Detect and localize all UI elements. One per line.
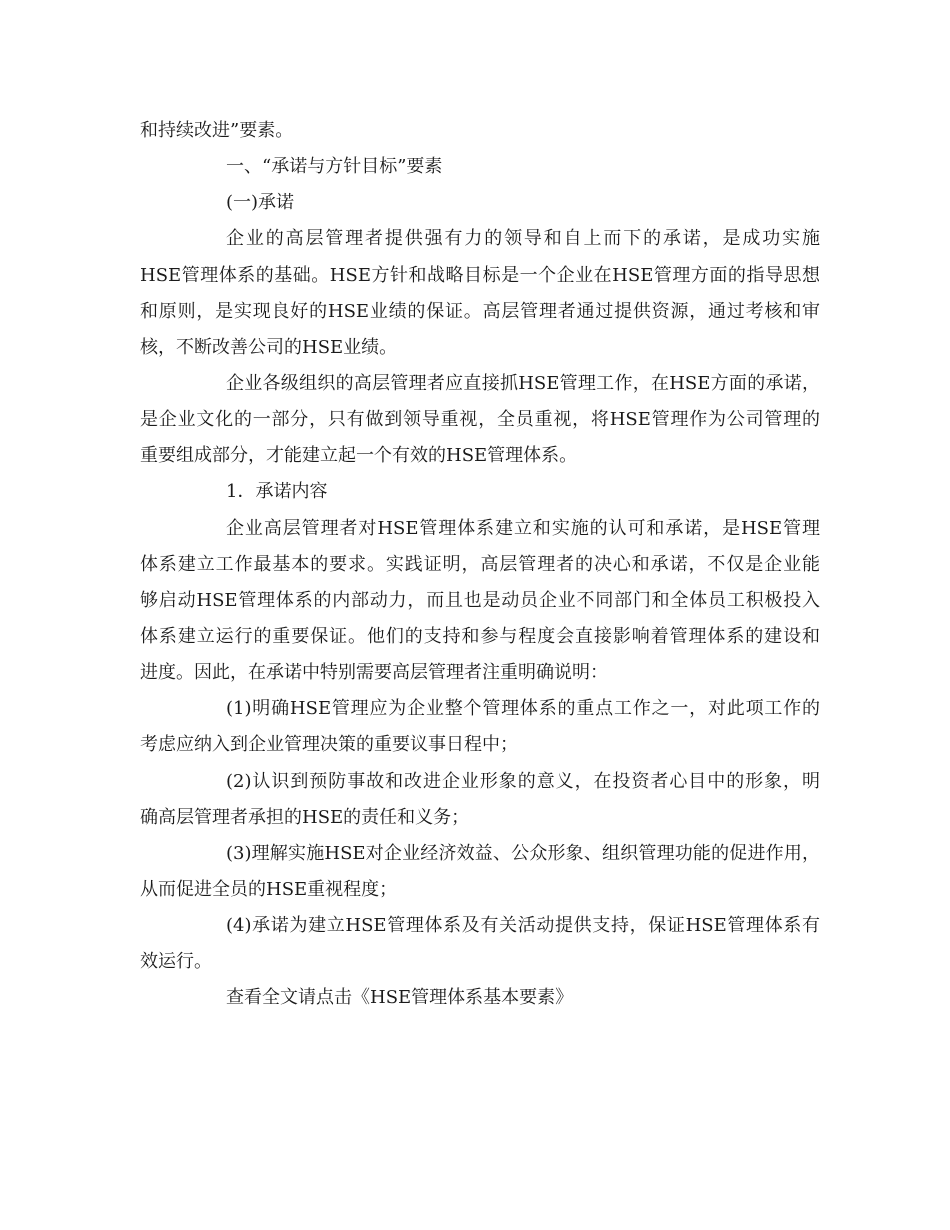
list-item-line: 从而促进全员的HSE重视程度； bbox=[140, 878, 398, 900]
text-line: 企业高层管理者对HSE管理体系建立和实施的认可和承诺，是HSE管理 bbox=[226, 517, 820, 539]
text-line: 和持续改进”要素。 bbox=[140, 120, 294, 141]
list-item-line: (4)承诺为建立HSE管理体系及有关活动提供支持，保证HSE管理体系有 bbox=[226, 915, 820, 937]
text-line: 和原则，是实现良好的HSE业绩的保证。高层管理者通过提供资源，通过考核和审 bbox=[140, 300, 820, 322]
list-item-line: 效运行。 bbox=[140, 951, 212, 973]
section-heading: 一、“承诺与方针目标”要素 bbox=[226, 156, 443, 178]
text-line: 体系建立运行的重要保证。他们的支持和参与程度会直接影响着管理体系的建设和 bbox=[140, 625, 820, 647]
list-item-line: (2)认识到预防事故和改进企业形象的意义，在投资者心目中的形象，明 bbox=[226, 770, 820, 792]
text-line: 重要组成部分，才能建立起一个有效的HSE管理体系。 bbox=[140, 445, 578, 467]
full-text-link[interactable]: 查看全文请点击《HSE管理体系基本要素》 bbox=[226, 987, 574, 1009]
text-line: 进度。因此，在承诺中特别需要高层管理者注重明确说明： bbox=[140, 662, 608, 684]
text-line: 企业的高层管理者提供强有力的领导和自上而下的承诺，是成功实施 bbox=[226, 228, 820, 250]
list-item-line: (3)理解实施HSE对企业经济效益、公众形象、组织管理功能的促进作用， bbox=[226, 842, 820, 864]
text-line: 企业各级组织的高层管理者应直接抓HSE管理工作，在HSE方面的承诺， bbox=[226, 372, 820, 394]
text-line: 体系建立工作最基本的要求。实践证明，高层管理者的决心和承诺，不仅是企业能 bbox=[140, 553, 820, 575]
text-line: 是企业文化的一部分，只有做到领导重视，全员重视，将HSE管理作为公司管理的 bbox=[140, 409, 820, 431]
text-line: 核，不断改善公司的HSE业绩。 bbox=[140, 336, 398, 358]
list-item-line: 考虑应纳入到企业管理决策的重要议事日程中； bbox=[140, 734, 518, 756]
document-body bbox=[140, 113, 820, 1017]
text-line: HSE管理体系的基础。HSE方针和战略目标是一个企业在HSE管理方面的指导思想 bbox=[140, 264, 820, 286]
subsection-heading: (一)承诺 bbox=[226, 192, 295, 214]
subsection-heading: 1．承诺内容 bbox=[226, 481, 328, 503]
text-line: 够启动HSE管理体系的内部动力，而且也是动员企业不同部门和全体员工积极投入 bbox=[140, 589, 820, 611]
list-item-line: 确高层管理者承担的HSE的责任和义务； bbox=[140, 806, 470, 828]
list-item-line: (1)明确HSE管理应为企业整个管理体系的重点工作之一，对此项工作的 bbox=[226, 698, 820, 720]
